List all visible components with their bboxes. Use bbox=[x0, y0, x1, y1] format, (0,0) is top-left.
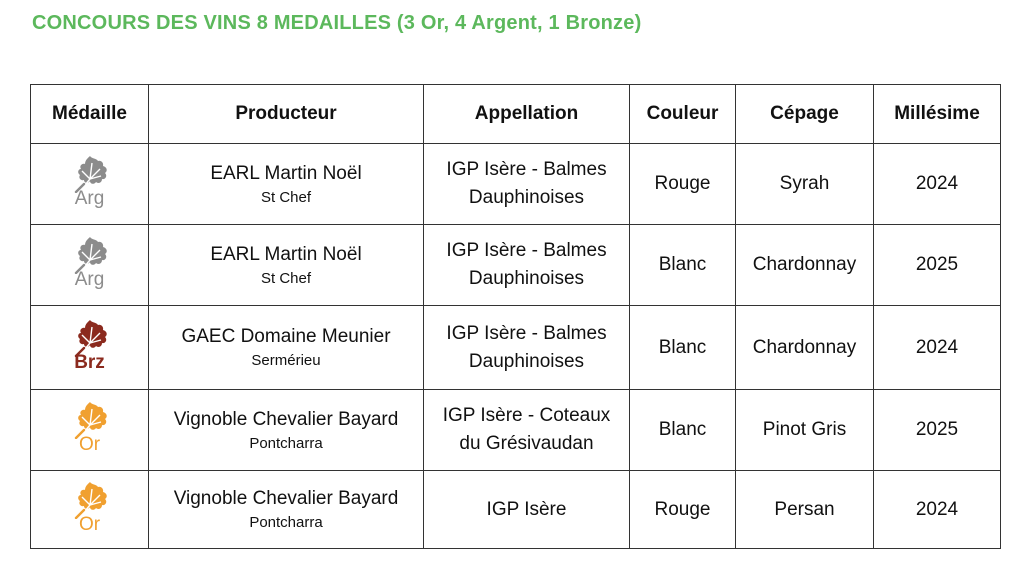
producer-town: Pontcharra bbox=[249, 434, 323, 452]
producer-cell bbox=[149, 225, 424, 306]
medal-label: Brz bbox=[74, 351, 105, 373]
gold-leaf-icon bbox=[68, 399, 112, 439]
appellation-cell: IGP Isère - Coteaux du Grésivaudan bbox=[424, 390, 630, 471]
appellation-cell: IGP Isère - Balmes Dauphinoises bbox=[424, 144, 630, 225]
header-cepage: Cépage bbox=[736, 85, 874, 144]
millesime-cell: 2025 bbox=[874, 390, 1001, 471]
producer-name: EARL Martin Noël bbox=[210, 243, 362, 265]
header-couleur: Couleur bbox=[630, 85, 736, 144]
producer-cell bbox=[149, 390, 424, 471]
table-row bbox=[31, 225, 1001, 306]
medal-label: Or bbox=[78, 513, 101, 535]
table-header-row bbox=[31, 85, 1001, 144]
millesime-cell: 2024 bbox=[874, 144, 1001, 225]
couleur-cell: Rouge bbox=[630, 144, 736, 225]
table-row bbox=[31, 306, 1001, 390]
cepage-cell: Syrah bbox=[736, 144, 874, 225]
producer-cell bbox=[149, 471, 424, 549]
gold-leaf-icon bbox=[68, 479, 112, 519]
producer-town: Pontcharra bbox=[249, 514, 323, 531]
medal-label: Arg bbox=[74, 188, 105, 209]
cepage-cell: Chardonnay bbox=[736, 225, 874, 306]
table-row bbox=[31, 144, 1001, 225]
producer-town: Serméri​eu bbox=[251, 352, 321, 369]
couleur-cell: Blanc bbox=[630, 306, 736, 390]
table-row bbox=[31, 390, 1001, 471]
medal-badge bbox=[65, 479, 115, 541]
page-title: CONCOURS DES VINS 8 MEDAILLES (3 Or, 4 Argent, 1 Bronze) bbox=[32, 12, 642, 34]
medal-cell bbox=[31, 225, 149, 306]
appellation-cell: IGP Isère - Balmes Dauphinoises bbox=[424, 225, 630, 306]
medal-label: Arg bbox=[74, 269, 105, 290]
medal-cell bbox=[31, 471, 149, 549]
medal-label: Or bbox=[78, 434, 101, 455]
medals-table bbox=[30, 84, 1001, 549]
producer-town: St Chef bbox=[260, 269, 312, 287]
couleur-cell: Rouge bbox=[630, 471, 736, 549]
table-row bbox=[31, 471, 1001, 549]
appellation-cell: IGP Isère - Balmes Dauphinoises bbox=[424, 306, 630, 390]
millesime-cell: 2025 bbox=[874, 225, 1001, 306]
medal-cell bbox=[31, 144, 149, 225]
silver-leaf-icon bbox=[68, 234, 112, 274]
producer-name: EARL Martin Noël bbox=[210, 162, 362, 184]
bronze-leaf-icon bbox=[68, 317, 112, 357]
couleur-cell: Blanc bbox=[630, 390, 736, 471]
header-medaille: Médaille bbox=[31, 85, 149, 144]
producer-name: Vignoble Chevalier Bayard bbox=[173, 408, 399, 430]
producer-name: Vignoble Chevalier Bayard bbox=[173, 488, 399, 509]
header-producteur: Producteur bbox=[149, 85, 424, 144]
medal-cell bbox=[31, 390, 149, 471]
medal-badge bbox=[65, 153, 115, 215]
producer-town: St Chef bbox=[260, 188, 312, 206]
millesime-cell: 2024 bbox=[874, 306, 1001, 390]
producer-cell bbox=[149, 306, 424, 390]
header-millesime: Millésime bbox=[874, 85, 1001, 144]
producer-cell bbox=[149, 144, 424, 225]
couleur-cell: Blanc bbox=[630, 225, 736, 306]
cepage-cell: Persan bbox=[736, 471, 874, 549]
appellation-cell: IGP Isère bbox=[424, 471, 630, 549]
medal-badge bbox=[65, 399, 115, 461]
cepage-cell: Pinot Gris bbox=[736, 390, 874, 471]
medal-cell bbox=[31, 306, 149, 390]
producer-name: GAEC Domaine Meunier bbox=[181, 326, 391, 347]
medal-badge bbox=[65, 234, 115, 296]
silver-leaf-icon bbox=[68, 153, 112, 193]
millesime-cell: 2024 bbox=[874, 471, 1001, 549]
cepage-cell: Chardonnay bbox=[736, 306, 874, 390]
header-appellation: Appellation bbox=[424, 85, 630, 144]
medal-badge bbox=[65, 317, 115, 379]
